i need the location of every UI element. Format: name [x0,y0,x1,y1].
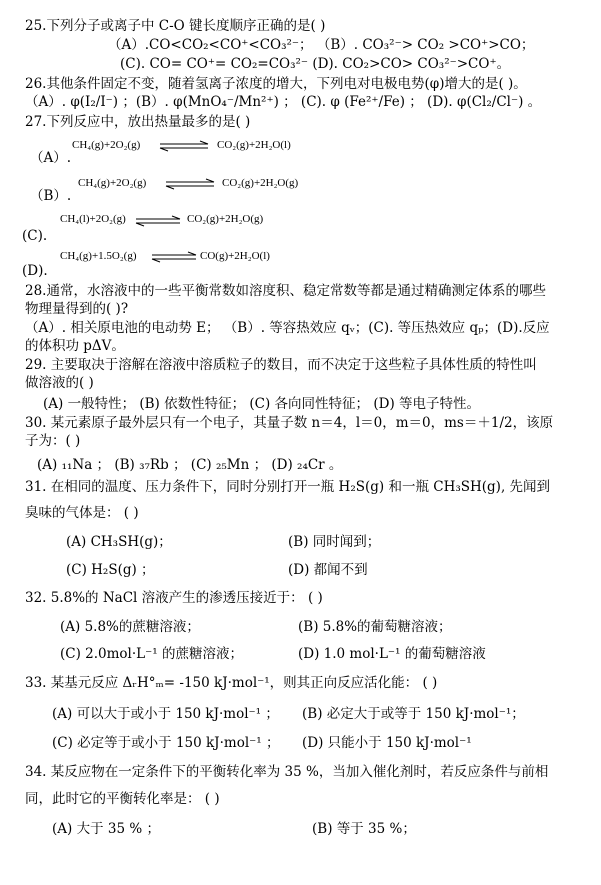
q27-option-b-label: （B）. [30,188,72,204]
q33-option-a: (A) 可以大于或小于 150 kJ·mol⁻¹ ； [52,706,279,722]
q27-option-c-reactants: CH₄(l)+2O₂(g) [60,213,126,225]
q33-option-c: (C) 必定等于或小于 150 kJ·mol⁻¹ ； [52,735,280,751]
q27-option-d-reactants: CH₄(g)+1.5O₂(g) [60,250,137,262]
q27-option-c-products: CO₂(g)+2H₂O(g) [187,213,264,225]
q30-line-2: 子为：( ) [25,433,81,449]
q27-stem: 27.下列反应中，放出热量最多的是( ) [25,114,251,130]
q28-line-4: 的体积功 pΔV。 [25,338,125,354]
q34-option-b: (B) 等于 35 %； [312,821,416,837]
q27-option-a-label: （A）. [30,150,72,166]
q28-line-1: 28.通常，水溶液中的一些平衡常数如溶度积、稳定常数等都是通过精确测定体系的哪些 [25,283,546,299]
q33-option-d: (D) 只能小于 150 kJ·mol⁻¹ [302,735,472,751]
q29-line-2: 做溶液的( ) [25,375,94,391]
q31-line-1: 31. 在相同的温度、压力条件下，同时分别打开一瓶 H₂S(g) 和一瓶 CH₃SH(g), 先闻到 [25,479,551,495]
q26-options: （A）. φ(I₂/I⁻) ；(B）. φ(MnO₄⁻/Mn²⁺) ； (C). φ (Fe²⁺/Fe) ； (D). φ(Cl₂/Cl⁻) 。 [25,94,542,110]
q29-options: (A) 一般特性； (B) 依数性特征； (C) 各向同性特征； (D) 等电子特性。 [43,396,480,412]
q27-option-a-reactants: CH₄(g)+2O₂(g) [72,139,141,151]
q27-option-c-label: (C). [22,228,48,244]
q30-options: (A) ₁₁Na ； (B) ₃₇Rb ； (C) ₂₅Mn ； (D) ₂₄Cr 。 [37,457,343,473]
q27-option-d-label: (D). [22,263,48,279]
q31-option-c: (C) H₂S(g) ； [66,562,155,578]
equilibrium-arrow-icon [158,140,210,152]
q27-option-a-products: CO₂(g)+2H₂O(l) [217,139,291,151]
q27-option-d-products: CO(g)+2H₂O(l) [200,250,270,262]
q34-line-2: 同，此时它的平衡转化率是： ( ) [25,791,220,807]
q28-line-3: （A）. 相关原电池的电动势 E； （B）. 等容热效应 qᵥ；(C). 等压热效应 qₚ；(D).反应 [25,320,550,336]
q30-line-1: 30. 某元素原子最外层只有一个电子，其量子数 n＝4，l＝0，m＝0，ms＝＋1/2，该原 [25,415,554,431]
q31-line-2: 臭味的气体是： ( ) [25,505,139,521]
q34-option-a: (A) 大于 35 % ； [52,821,160,837]
q28-line-2: 物理量得到的( )? [25,301,129,317]
q31-option-a: (A) CH₃SH(g)； [66,534,172,550]
q26-stem: 26.其他条件固定不变，随着氢离子浓度的增大，下列电对电极电势(φ)增大的是( )。 [25,76,527,92]
q27-option-b-reactants: CH₄(g)+2O₂(g) [78,177,147,189]
equilibrium-arrow-icon [150,251,198,263]
equilibrium-arrow-icon [164,178,216,190]
q32-option-d: (D) 1.0 mol·L⁻¹ 的葡萄糖溶液 [298,646,486,662]
q32-option-c: (C) 2.0mol·L⁻¹ 的蔗糖溶液； [60,646,243,662]
q25-stem: 25.下列分子或离子中 C-O 键长度顺序正确的是( ) [25,18,326,34]
q33-option-b: (B) 必定大于或等于 150 kJ·mol⁻¹； [302,706,525,722]
q34-line-1: 34. 某反应物在一定条件下的平衡转化率为 35 %，当加入催化剂时，若反应条件与前相 [25,764,549,780]
q32-option-b: (B) 5.8%的葡萄糖溶液； [298,619,452,635]
equilibrium-arrow-icon [134,215,182,227]
q31-option-d: (D) 都闻不到 [288,562,368,578]
q25-options-ab: （A）.CO<CO₂<CO⁺<CO₃²⁻； （B）. CO₃²⁻> CO₂ >CO⁺>CO； [108,37,535,53]
q25-options-cd: (C). CO= CO⁺= CO₂=CO₃²⁻ (D). CO₂>CO> CO₃²⁻>CO⁺。 [120,56,511,72]
q27-option-b-products: CO₂(g)+2H₂O(g) [222,177,299,189]
q32-stem: 32. 5.8%的 NaCl 溶液产生的渗透压接近于： ( ) [25,590,323,606]
q33-stem: 33. 某基元反应 ΔᵣH°ₘ= -150 kJ·mol⁻¹，则其正向反应活化能： ( ) [25,675,438,691]
q31-option-b: (B) 同时闻到； [288,534,381,550]
q29-line-1: 29. 主要取决于溶解在溶液中溶质粒子的数目，而不决定于这些粒子具体性质的特性叫 [25,357,537,373]
q32-option-a: (A) 5.8%的蔗糖溶液； [60,619,200,635]
